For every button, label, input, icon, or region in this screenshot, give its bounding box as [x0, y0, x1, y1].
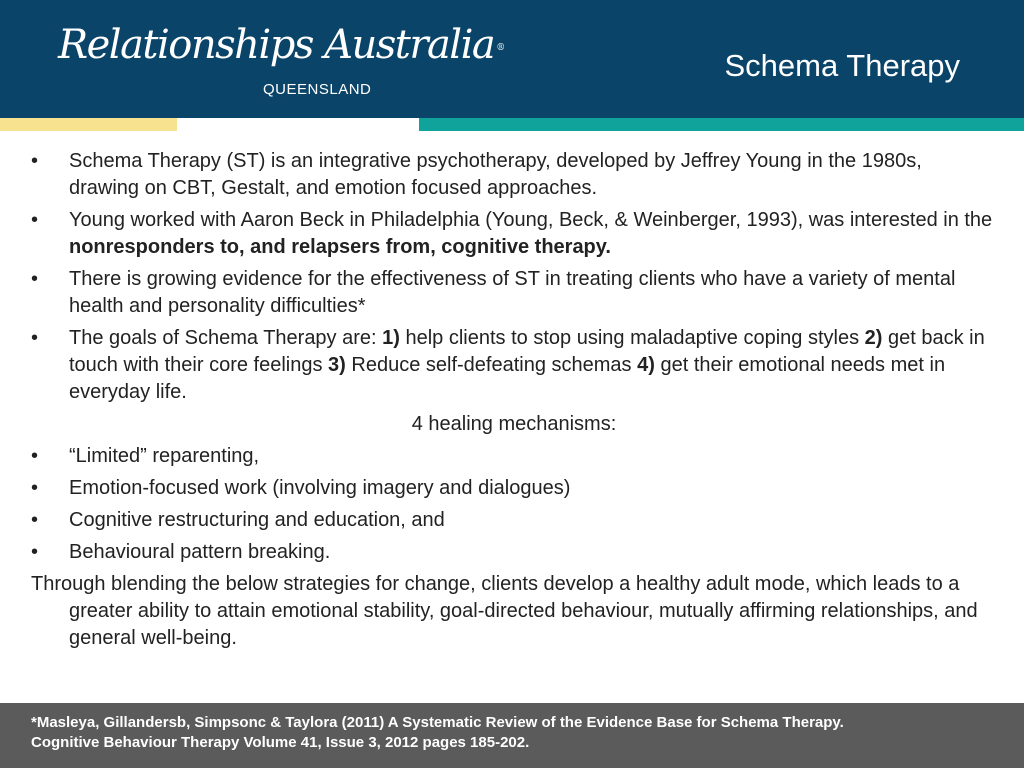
mechanism-text: “Limited” reparenting, [69, 445, 260, 467]
bullet-item [31, 266, 997, 320]
bullet-marker: • [31, 445, 39, 467]
bullet-marker: • [31, 541, 39, 563]
mechanism-text: Cognitive restructuring and education, and [69, 509, 445, 531]
header-bar [0, 0, 1024, 118]
bullet-text: Schema Therapy (ST) is an integrative psychotherapy, developed by Jeffrey Young in the 1980s, drawing on CBT, Gestalt, and emotion focused approaches. [69, 150, 922, 199]
footer-bar [0, 703, 1024, 768]
bullet-marker: • [31, 509, 39, 531]
page-title: Schema Therapy [724, 48, 960, 83]
mechanism-item [31, 539, 997, 566]
bullet-emphasis: nonresponders to, and relapsers from, cognitive therapy. [69, 236, 611, 258]
slide-body [31, 148, 997, 652]
bullet-marker: • [31, 209, 39, 231]
goal-number: 1) [382, 327, 400, 349]
bullet-item-goals [31, 325, 997, 406]
mechanism-text: Emotion-focused work (involving imagery and dialogues) [69, 477, 571, 499]
mechanism-text: Behavioural pattern breaking. [69, 541, 331, 563]
bullet-marker: • [31, 327, 39, 349]
citation-line: Cognitive Behaviour Therapy Volume 41, Issue 3, 2012 pages 185-202. [31, 734, 530, 751]
bullet-marker: • [31, 150, 39, 172]
goals-intro: The goals of Schema Therapy are: [69, 327, 383, 349]
bullet-text: There is growing evidence for the effectiveness of ST in treating clients who have a variety of mental health and personality difficulties* [69, 268, 956, 317]
closing-paragraph: Through blending the below strategies for change, clients develop a healthy adult mode, which leads to a greater ability to attain emotional stability, goal-directed behaviour, mutually affirming relationships, and general well-being. [31, 573, 978, 649]
accent-stripe-yellow [0, 118, 177, 131]
logo-region-label: QUEENSLAND [263, 81, 372, 98]
goal-number: 2) [864, 327, 883, 349]
bullet-item [31, 207, 997, 261]
brand-logo [58, 22, 504, 68]
goal-text: get back in touch with their core feelings [69, 327, 985, 376]
goal-number: 4) [637, 354, 655, 376]
goal-text: help clients to stop using maladaptive coping styles [399, 327, 865, 349]
bullet-marker: • [31, 477, 39, 499]
accent-stripe-teal [419, 118, 1024, 131]
citation-line: *Masleya, Gillandersb, Simpsonc & Taylora (2011) A Systematic Review of the Evidence Base for Schema Therapy. [31, 714, 844, 731]
mechanism-item [31, 507, 997, 534]
mechanisms-heading: 4 healing mechanisms: [411, 413, 617, 435]
bullet-text: Young worked with Aaron Beck in Philadelphia (Young, Beck, & Weinberger, 1993), was interested in the [69, 209, 993, 231]
goal-text: get their emotional needs met in everyday life. [69, 354, 946, 403]
bullet-item [31, 148, 997, 202]
goal-text: Reduce self-defeating schemas [345, 354, 638, 376]
footer-citation [31, 713, 844, 753]
mechanism-item [31, 475, 997, 502]
logo-wordmark: Relationships Australia [58, 22, 495, 68]
bullet-marker: • [31, 268, 39, 290]
registered-mark: ® [496, 43, 504, 53]
goal-number: 3) [328, 354, 346, 376]
mechanism-item [31, 443, 997, 470]
